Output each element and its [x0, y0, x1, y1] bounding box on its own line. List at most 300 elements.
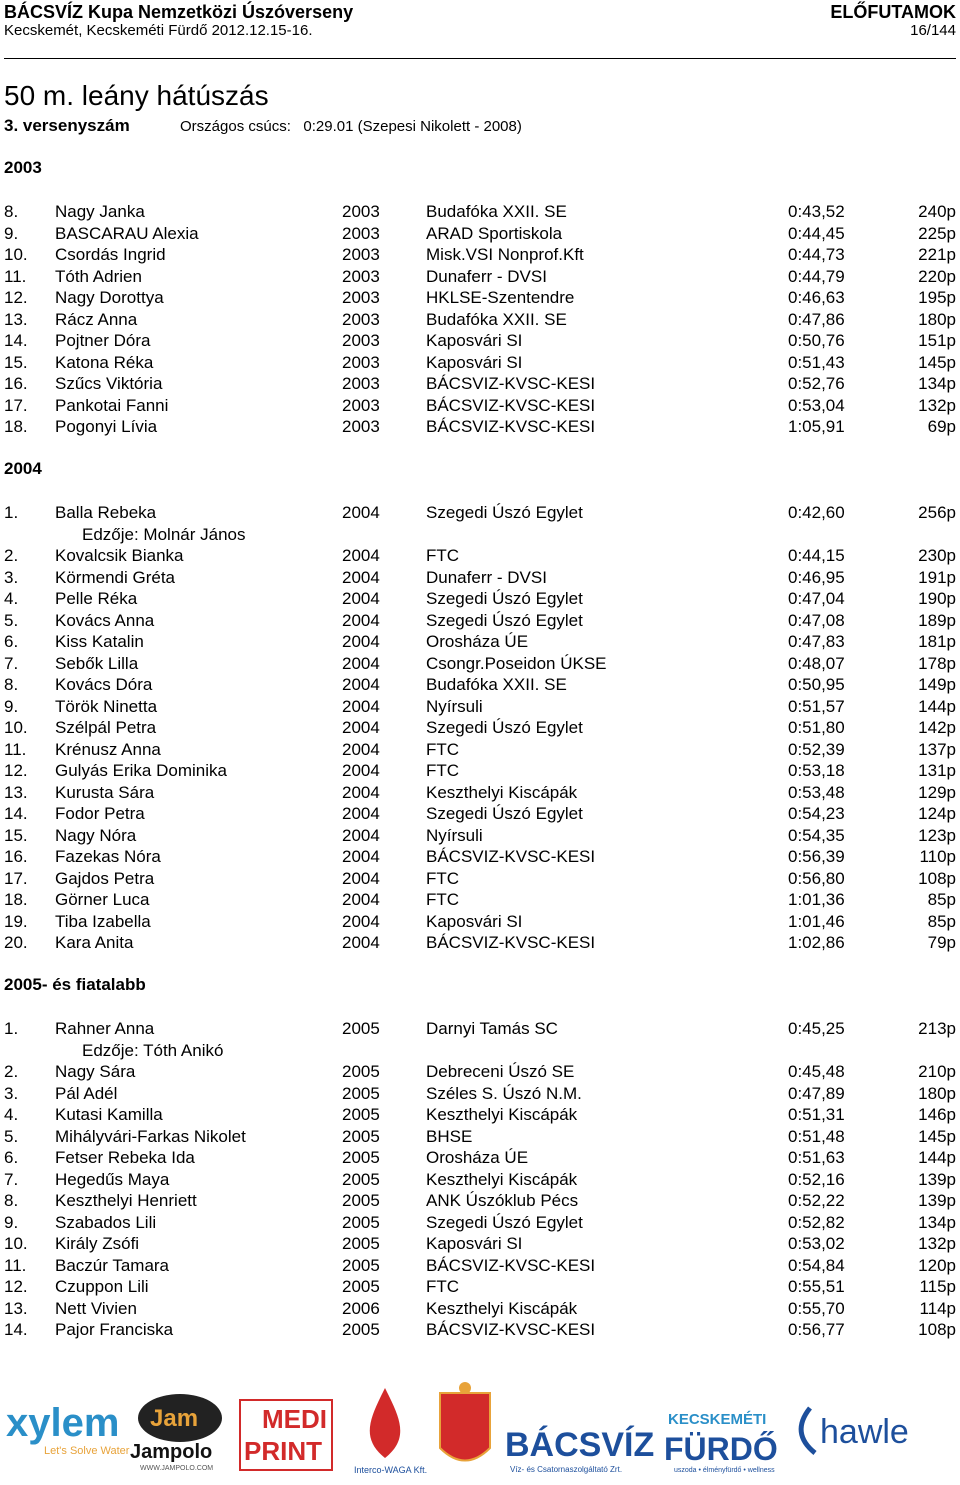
points-cell: 146p — [918, 1105, 956, 1124]
club-cell: Budafóka XXII. SE — [426, 675, 567, 694]
points-cell: 151p — [918, 331, 956, 350]
club-cell: BÁCSVIZ-KVSC-KESI — [426, 374, 596, 393]
rank-cell: 18. — [4, 890, 28, 909]
table-row — [4, 1233, 956, 1255]
table-row — [4, 760, 956, 782]
points-cell: 139p — [918, 1191, 956, 1210]
club-cell: Kaposvári SI — [426, 911, 523, 931]
svg-text:Interco-WAGA Kft.: Interco-WAGA Kft. — [354, 1465, 428, 1475]
swimmer-name-cell: Tóth Adrien — [55, 266, 142, 286]
birth-year-cell: 2004 — [342, 761, 380, 780]
points-cell: 131p — [918, 761, 956, 780]
rank-cell: 9. — [4, 696, 19, 716]
swimmer-name-cell: Kiss Katalin — [55, 632, 144, 651]
table-row — [4, 1319, 956, 1341]
swimmer-name-cell: Rácz Anna — [55, 309, 138, 329]
table-row — [4, 588, 956, 610]
club-cell: Kaposvári SI — [426, 331, 523, 350]
group-heading-2005: 2005- és fiatalabb — [4, 975, 146, 994]
time-cell: 0:44,45 — [788, 223, 845, 243]
group-heading-2004: 2004 — [4, 459, 42, 478]
club-cell: BÁCSVIZ-KVSC-KESI — [426, 417, 596, 436]
table-row — [4, 782, 956, 804]
bacsviz-logo — [505, 1426, 654, 1474]
points-cell: 144p — [918, 696, 956, 716]
points-cell: 108p — [918, 868, 956, 888]
table-row — [4, 717, 956, 739]
birth-year-cell: 2004 — [342, 653, 380, 673]
rank-cell: 10. — [4, 1234, 28, 1253]
rank-cell: 14. — [4, 804, 28, 823]
points-cell: 132p — [918, 1234, 956, 1253]
birth-year-cell: 2004 — [342, 804, 380, 823]
rank-cell: 18. — [4, 417, 28, 436]
xylem-logo — [6, 1401, 130, 1457]
swimmer-name-cell: Király Zsófi — [55, 1234, 140, 1253]
points-cell: 191p — [918, 567, 956, 587]
table-row — [4, 330, 956, 352]
svg-text:PRINT: PRINT — [244, 1436, 322, 1466]
rank-cell: 2. — [4, 546, 19, 565]
club-cell: Kaposvári SI — [426, 352, 523, 372]
time-cell: 0:55,70 — [788, 1298, 845, 1318]
rank-cell: 12. — [4, 1277, 28, 1296]
birth-year-cell: 2004 — [342, 696, 380, 716]
table-row — [4, 803, 956, 825]
swimmer-name-cell: Baczúr Tamara — [55, 1255, 170, 1275]
table-row — [4, 266, 956, 288]
club-cell: Debreceni Úszó SE — [426, 1062, 575, 1081]
table-row — [4, 1169, 956, 1191]
race-title: 50 m. leány hátúszás — [4, 80, 269, 111]
time-cell: 0:52,16 — [788, 1169, 845, 1189]
points-cell: 230p — [918, 546, 956, 565]
club-cell: BÁCSVIZ-KVSC-KESI — [426, 847, 596, 866]
rank-cell: 10. — [4, 718, 28, 737]
club-cell: Szegedi Úszó Egylet — [426, 804, 583, 823]
time-cell: 0:44,79 — [788, 266, 845, 286]
swimmer-name-cell: Kurusta Sára — [55, 782, 155, 802]
club-cell: Dunaferr - DVSI — [426, 266, 547, 286]
points-cell: 129p — [918, 782, 956, 802]
points-cell: 142p — [918, 718, 956, 737]
birth-year-cell: 2004 — [342, 675, 380, 694]
time-cell: 0:47,83 — [788, 632, 845, 651]
club-cell: Csongr.Poseidon ÚKSE — [426, 653, 607, 673]
rank-cell: 6. — [4, 1148, 19, 1167]
interco-waga-logo — [354, 1388, 427, 1475]
record-value: 0:29.01 (Szepesi Nikolett - 2008) — [303, 118, 522, 135]
time-cell: 0:53,18 — [788, 761, 845, 780]
points-cell: 114p — [919, 1298, 956, 1318]
birth-year-cell: 2005 — [342, 1019, 380, 1038]
table-row — [4, 567, 956, 589]
points-cell: 123p — [918, 825, 956, 845]
points-cell: 220p — [918, 266, 956, 286]
birth-year-cell: 2005 — [342, 1126, 380, 1146]
birth-year-cell: 2004 — [342, 933, 380, 952]
record-label: Országos csúcs: — [180, 118, 291, 135]
rank-cell: 13. — [4, 309, 28, 329]
svg-text:Víz- és Csatornaszolgáltató Zr: Víz- és Csatornaszolgáltató Zrt. — [510, 1465, 623, 1474]
svg-text:MEDI: MEDI — [262, 1404, 327, 1434]
kecskemet-coat-of-arms — [440, 1382, 490, 1461]
svg-text:WWW.JAMPOLO.COM: WWW.JAMPOLO.COM — [140, 1465, 214, 1472]
points-cell: 178p — [918, 653, 956, 673]
birth-year-cell: 2004 — [342, 847, 380, 866]
table-row — [4, 911, 956, 933]
rank-cell: 6. — [4, 632, 19, 651]
table-row — [4, 739, 956, 761]
birth-year-cell: 2004 — [342, 718, 380, 737]
club-cell: FTC — [426, 739, 460, 759]
points-cell: 134p — [918, 1212, 956, 1232]
rank-cell: 3. — [4, 567, 19, 587]
rank-cell: 14. — [4, 331, 28, 350]
swimmer-name-cell: Czuppon Lili — [55, 1277, 149, 1296]
swimmer-name-cell: Pelle Réka — [55, 589, 138, 608]
birth-year-cell: 2003 — [342, 223, 380, 243]
coach-note: Edzője: Molnár János — [82, 524, 246, 544]
swimmer-name-cell: Török Ninetta — [55, 696, 158, 716]
event-name: BÁCSVÍZ Kupa Nemzetközi Úszóverseny — [4, 2, 354, 22]
club-cell: ARAD Sportiskola — [426, 223, 563, 243]
time-cell: 0:47,89 — [788, 1083, 845, 1103]
swimmer-name-cell: Kovács Dóra — [55, 675, 153, 694]
time-cell: 0:53,04 — [788, 395, 845, 415]
birth-year-cell: 2005 — [342, 1277, 380, 1296]
birth-year-cell: 2006 — [342, 1298, 380, 1318]
table-row — [4, 932, 956, 954]
hawle-logo — [801, 1408, 909, 1453]
table-row — [4, 395, 956, 417]
swimmer-name-cell: Fodor Petra — [55, 804, 145, 823]
birth-year-cell: 2004 — [342, 825, 380, 845]
points-cell: 108p — [918, 1320, 956, 1339]
birth-year-cell: 2005 — [342, 1212, 380, 1232]
club-cell: Keszthelyi Kiscápák — [426, 1169, 578, 1189]
time-cell: 0:48,07 — [788, 653, 845, 673]
swimmer-name-cell: Nagy Nóra — [55, 825, 137, 845]
rank-cell: 19. — [4, 911, 28, 931]
swimmer-name-cell: Nett Vivien — [55, 1298, 137, 1318]
birth-year-cell: 2003 — [342, 417, 380, 436]
mediprint-logo — [240, 1400, 332, 1470]
club-cell: FTC — [426, 546, 460, 565]
swimmer-name-cell: Gajdos Petra — [55, 868, 155, 888]
svg-text:Jam: Jam — [150, 1405, 199, 1432]
swimmer-name-cell: Fazekas Nóra — [55, 847, 161, 866]
swimmer-name-cell: Szűcs Viktória — [55, 374, 163, 393]
time-cell: 0:45,25 — [788, 1019, 845, 1038]
table-row — [4, 1126, 956, 1148]
table-row — [4, 674, 956, 696]
jampolo-logo — [130, 1394, 222, 1472]
time-cell: 0:47,04 — [788, 589, 845, 608]
rank-cell: 8. — [4, 1191, 19, 1210]
swimmer-name-cell: Görner Luca — [55, 890, 150, 909]
rank-cell: 12. — [4, 761, 28, 780]
club-cell: Szegedi Úszó Egylet — [426, 503, 583, 522]
rank-cell: 14. — [4, 1320, 28, 1339]
header-divider — [4, 58, 956, 59]
table-row — [4, 653, 956, 675]
club-cell: Szegedi Úszó Egylet — [426, 1212, 583, 1232]
rank-cell: 15. — [4, 825, 28, 845]
club-cell: BÁCSVIZ-KVSC-KESI — [426, 1255, 596, 1275]
club-cell: FTC — [426, 1277, 460, 1296]
table-row — [4, 868, 956, 890]
points-cell: 145p — [918, 1126, 956, 1146]
swimmer-name-cell: Balla Rebeka — [55, 503, 157, 522]
svg-text:BÁCSVÍZ: BÁCSVÍZ — [505, 1426, 655, 1464]
club-cell: Szegedi Úszó Egylet — [426, 589, 583, 608]
table-row — [4, 1083, 956, 1105]
club-cell: Széles S. Úszó N.M. — [426, 1083, 582, 1103]
points-cell: 144p — [918, 1148, 956, 1167]
club-cell: Nyírsuli — [426, 825, 483, 845]
table-row — [4, 287, 956, 309]
sponsor-logos — [0, 1378, 960, 1478]
club-cell: Darnyi Tamás SC — [426, 1019, 558, 1038]
table-row — [4, 846, 956, 868]
birth-year-cell: 2005 — [342, 1083, 380, 1103]
birth-year-cell: 2003 — [342, 202, 380, 221]
table-row — [4, 610, 956, 632]
rank-cell: 8. — [4, 202, 19, 221]
birth-year-cell: 2003 — [342, 309, 380, 329]
points-cell: 189p — [918, 610, 956, 630]
time-cell: 0:53,02 — [788, 1234, 845, 1253]
results-table-2004 — [4, 502, 956, 954]
club-cell: Orosháza ÚE — [426, 632, 529, 651]
birth-year-cell: 2004 — [342, 911, 380, 931]
table-row — [4, 244, 956, 266]
table-row — [4, 309, 956, 331]
swimmer-name-cell: Mihályvári-Farkas Nikolet — [55, 1126, 246, 1146]
points-cell: 180p — [918, 1083, 956, 1103]
rank-cell: 10. — [4, 245, 28, 264]
birth-year-cell: 2004 — [342, 546, 380, 565]
birth-year-cell: 2004 — [342, 503, 380, 522]
points-cell: 256p — [918, 503, 956, 522]
points-cell: 221p — [918, 245, 956, 264]
time-cell: 0:52,82 — [788, 1212, 845, 1232]
time-cell: 0:55,51 — [788, 1277, 845, 1296]
rank-cell: 16. — [4, 847, 28, 866]
points-cell: 145p — [918, 352, 956, 372]
club-cell: Keszthelyi Kiscápák — [426, 782, 578, 802]
club-cell: Nyírsuli — [426, 696, 483, 716]
table-row — [4, 201, 956, 223]
club-cell: Budafóka XXII. SE — [426, 309, 567, 329]
time-cell: 0:51,43 — [788, 352, 845, 372]
svg-text:Let's Solve Water: Let's Solve Water — [44, 1445, 130, 1457]
swimmer-name-cell: Pankotai Fanni — [55, 395, 169, 415]
points-cell: 195p — [918, 288, 956, 307]
table-row — [4, 545, 956, 567]
time-cell: 1:05,91 — [788, 417, 845, 436]
swimmer-name-cell: Csordás Ingrid — [55, 245, 166, 264]
swimmer-name-cell: Szabados Lili — [55, 1212, 157, 1232]
swimmer-name-cell: BASCARAU Alexia — [55, 223, 199, 243]
points-cell: 190p — [918, 589, 956, 608]
rank-cell: 11. — [4, 266, 27, 286]
rank-cell: 9. — [4, 223, 19, 243]
rank-cell: 13. — [4, 1298, 28, 1318]
rank-cell: 12. — [4, 288, 28, 307]
time-cell: 0:51,31 — [788, 1105, 845, 1124]
birth-year-cell: 2005 — [342, 1191, 380, 1210]
points-cell: 115p — [919, 1277, 956, 1296]
club-cell: ANK Úszóklub Pécs — [426, 1191, 579, 1210]
section-label: ELŐFUTAMOK — [830, 2, 956, 22]
time-cell: 0:54,35 — [788, 825, 845, 845]
time-cell: 0:43,52 — [788, 202, 845, 221]
time-cell: 0:46,63 — [788, 288, 845, 307]
time-cell: 0:51,63 — [788, 1148, 845, 1167]
time-cell: 0:52,22 — [788, 1191, 845, 1210]
club-cell: HKLSE-Szentendre — [426, 288, 575, 307]
swimmer-name-cell: Hegedűs Maya — [55, 1169, 170, 1189]
swimmer-name-cell: Sebők Lilla — [55, 653, 139, 673]
rank-cell: 20. — [4, 933, 28, 952]
club-cell: Keszthelyi Kiscápák — [426, 1105, 578, 1124]
birth-year-cell: 2003 — [342, 245, 380, 264]
swimmer-name-cell: Pál Adél — [55, 1083, 118, 1103]
club-cell: Dunaferr - DVSI — [426, 567, 547, 587]
time-cell: 1:02,86 — [788, 933, 845, 952]
rank-cell: 7. — [4, 1169, 19, 1189]
table-row — [4, 1276, 956, 1298]
national-record — [180, 118, 522, 135]
birth-year-cell: 2005 — [342, 1320, 380, 1339]
rank-cell: 4. — [4, 589, 19, 608]
birth-year-cell: 2005 — [342, 1062, 380, 1081]
time-cell: 1:01,36 — [788, 890, 845, 909]
birth-year-cell: 2004 — [342, 632, 380, 651]
swimmer-name-cell: Krénusz Anna — [55, 739, 161, 759]
rank-cell: 17. — [4, 868, 28, 888]
club-cell: BÁCSVIZ-KVSC-KESI — [426, 395, 596, 415]
points-cell: 120p — [918, 1255, 956, 1275]
group-heading-2003: 2003 — [4, 158, 42, 177]
rank-cell: 3. — [4, 1083, 19, 1103]
table-row — [4, 352, 956, 374]
birth-year-cell: 2003 — [342, 352, 380, 372]
swimmer-name-cell: Körmendi Gréta — [55, 567, 175, 587]
birth-year-cell: 2004 — [342, 567, 380, 587]
club-cell: Budafóka XXII. SE — [426, 202, 567, 221]
club-cell: Orosháza ÚE — [426, 1148, 529, 1167]
swimmer-name-cell: Szélpál Petra — [55, 718, 157, 737]
points-cell: 124p — [918, 804, 956, 823]
table-row — [4, 373, 956, 395]
table-row — [4, 1190, 956, 1212]
points-cell: 132p — [918, 395, 956, 415]
points-cell: 240p — [918, 202, 956, 221]
club-cell: FTC — [426, 890, 460, 909]
table-row — [4, 502, 956, 524]
points-cell: 110p — [919, 847, 956, 866]
club-cell: BÁCSVIZ-KVSC-KESI — [426, 1320, 596, 1339]
time-cell: 0:56,77 — [788, 1320, 845, 1339]
club-cell: Szegedi Úszó Egylet — [426, 718, 583, 737]
time-cell: 0:44,15 — [788, 546, 845, 565]
rank-cell: 7. — [4, 653, 19, 673]
time-cell: 0:46,95 — [788, 567, 845, 587]
time-cell: 0:51,48 — [788, 1126, 845, 1146]
time-cell: 0:42,60 — [788, 503, 845, 522]
table-row — [4, 631, 956, 653]
rank-cell: 5. — [4, 610, 19, 630]
rank-cell: 2. — [4, 1062, 19, 1081]
points-cell: 79p — [927, 933, 956, 952]
results-table-2003 — [4, 201, 956, 438]
club-cell: BHSE — [426, 1126, 473, 1146]
swimmer-name-cell: Pogonyi Lívia — [55, 417, 158, 436]
swimmer-name-cell: Pojtner Dóra — [55, 331, 151, 350]
time-cell: 0:51,80 — [788, 718, 845, 737]
swimmer-name-cell: Keszthelyi Henriett — [55, 1191, 197, 1210]
time-cell: 0:51,57 — [788, 696, 845, 716]
time-cell: 0:56,80 — [788, 868, 845, 888]
table-row — [4, 825, 956, 847]
coach-note: Edzője: Tóth Anikó — [82, 1040, 224, 1060]
swimmer-name-cell: Kutasi Kamilla — [55, 1105, 163, 1124]
birth-year-cell: 2003 — [342, 331, 380, 350]
time-cell: 0:47,86 — [788, 309, 845, 329]
birth-year-cell: 2003 — [342, 288, 380, 307]
table-row — [4, 696, 956, 718]
points-cell: 134p — [918, 374, 956, 393]
club-cell: FTC — [426, 761, 460, 780]
birth-year-cell: 2003 — [342, 374, 380, 393]
points-cell: 180p — [918, 309, 956, 329]
time-cell: 0:44,73 — [788, 245, 845, 264]
time-cell: 0:52,76 — [788, 374, 845, 393]
swimmer-name-cell: Pajor Franciska — [55, 1320, 174, 1339]
time-cell: 0:50,95 — [788, 675, 845, 694]
svg-text:FÜRDŐ: FÜRDŐ — [664, 1431, 778, 1467]
rank-cell: 13. — [4, 782, 28, 802]
birth-year-cell: 2004 — [342, 782, 380, 802]
birth-year-cell: 2004 — [342, 890, 380, 909]
birth-year-cell: 2003 — [342, 266, 380, 286]
table-row — [4, 1061, 956, 1083]
kecskemeti-furdo-logo — [664, 1411, 778, 1474]
rank-cell: 1. — [4, 503, 19, 522]
club-cell: Misk.VSI Nonprof.Kft — [426, 245, 584, 264]
time-cell: 0:54,23 — [788, 804, 845, 823]
table-row — [4, 1147, 956, 1169]
birth-year-cell: 2004 — [342, 610, 380, 630]
birth-year-cell: 2005 — [342, 1255, 380, 1275]
svg-text:hawle: hawle — [820, 1413, 909, 1451]
birth-year-cell: 2005 — [342, 1148, 380, 1167]
birth-year-cell: 2005 — [342, 1234, 380, 1253]
club-cell: Keszthelyi Kiscápák — [426, 1298, 578, 1318]
birth-year-cell: 2003 — [342, 395, 380, 415]
table-row — [4, 889, 956, 911]
points-cell: 85p — [927, 890, 956, 909]
swimmer-name-cell: Nagy Dorottya — [55, 288, 164, 307]
time-cell: 0:47,08 — [788, 610, 845, 630]
race-subtitle — [4, 116, 522, 136]
table-row — [4, 1212, 956, 1234]
birth-year-cell: 2004 — [342, 739, 380, 759]
points-cell: 149p — [918, 675, 956, 694]
